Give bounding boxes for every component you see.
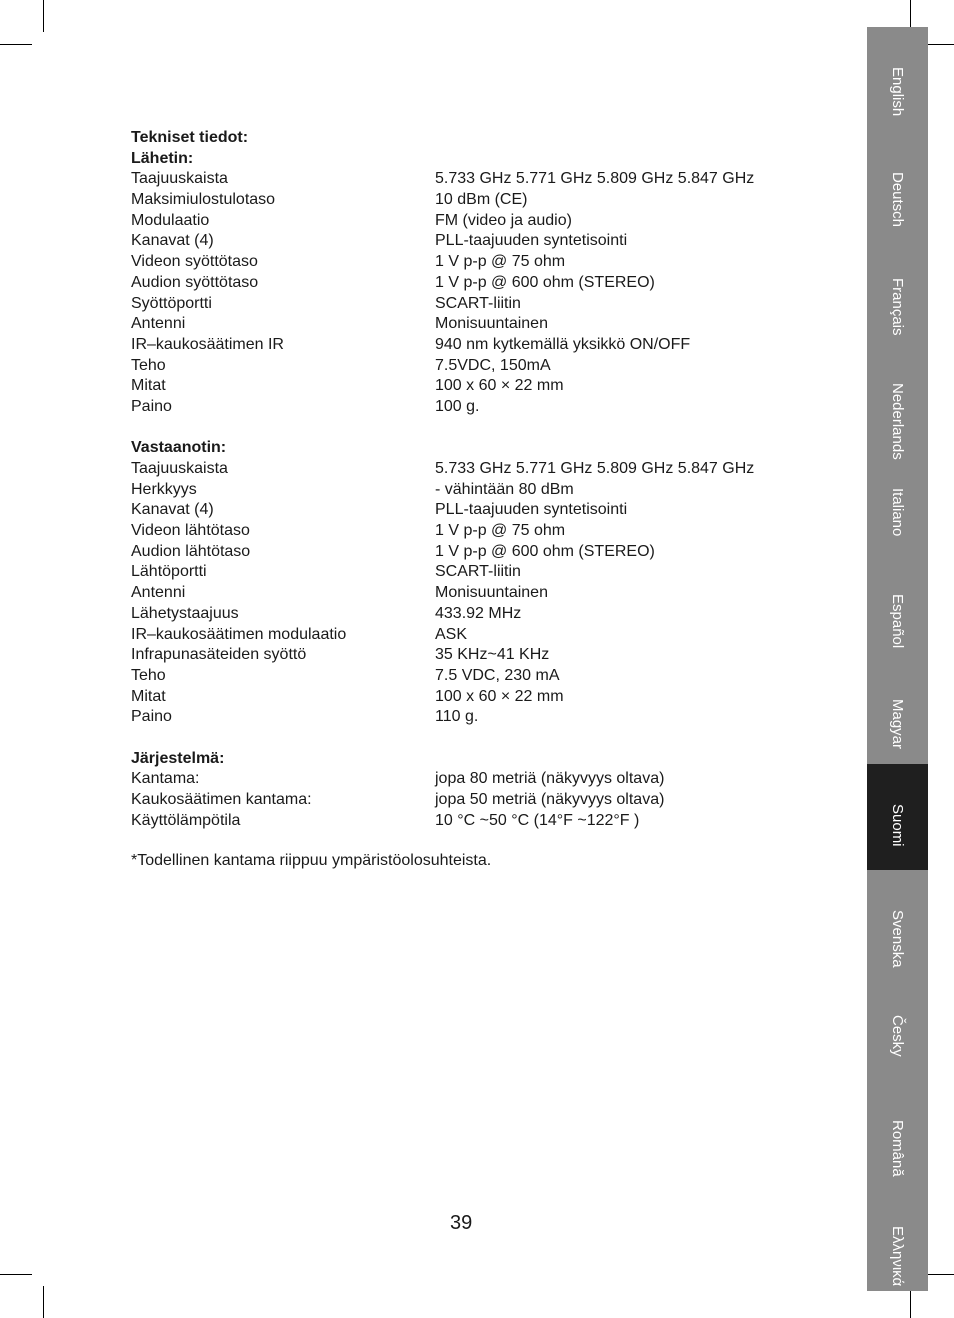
language-tab-suomi[interactable]: [867, 764, 928, 869]
spec-value: jopa 80 metriä (näkyvyys oltava): [435, 770, 665, 788]
spec-value: FM (video ja audio): [435, 211, 572, 229]
spec-label: Taajuuskaista: [131, 170, 228, 188]
spec-value: Monisuuntainen: [435, 584, 548, 602]
spec-row: [131, 294, 831, 315]
spec-row: [131, 231, 831, 252]
footnote: *Todellinen kantama riippuu ympäristöolosuhteista.: [131, 852, 492, 869]
spec-label: Kaukosäätimen kantama:: [131, 791, 312, 808]
spec-row: [131, 521, 831, 542]
spec-row: [131, 666, 831, 687]
spec-value: 100 x 60 × 22 mm: [435, 377, 564, 395]
spec-value: PLL-taajuuden syntetisointi: [435, 232, 628, 250]
spec-row: [131, 500, 831, 521]
crop-mark: [43, 0, 44, 32]
spec-label: IR–kaukosäätimen modulaatio: [131, 625, 347, 643]
spec-row: [131, 252, 831, 273]
spec-row: [131, 314, 831, 335]
spec-label: Teho: [131, 666, 166, 684]
spec-label: Kanavat (4): [131, 232, 214, 250]
crop-mark: [43, 1286, 44, 1318]
spec-value: 1 V p-p @ 600 ohm (STEREO): [435, 273, 655, 291]
page-number: 39: [450, 1212, 473, 1234]
language-tab-español[interactable]: [867, 554, 928, 659]
spec-row: [131, 562, 831, 583]
spec-row: [131, 811, 831, 832]
spec-value: PLL-taajuuden syntetisointi: [435, 501, 628, 519]
language-tab-label: Italiano: [889, 488, 906, 537]
spec-value: SCART-liitin: [435, 563, 521, 581]
spec-value: 433.92 MHz: [435, 604, 522, 622]
spec-label: Kanavat (4): [131, 501, 214, 519]
spec-value: 940 nm kytkemällä yksikkö ON/OFF: [435, 335, 691, 353]
spec-label: Käyttölämpötila: [131, 811, 241, 829]
spec-value: 5.733 GHz 5.771 GHz 5.809 GHz 5.847 GHz: [435, 460, 755, 477]
spec-label: Modulaatio: [131, 211, 210, 229]
spec-label: IR–kaukosäätimen IR: [131, 335, 284, 353]
language-tab-svenska[interactable]: [867, 870, 928, 975]
system-heading: Järjestelmä:: [131, 749, 225, 767]
spec-row: [131, 273, 831, 294]
language-tab-français[interactable]: [867, 238, 928, 343]
spec-label: Lähetystaajuus: [131, 604, 239, 622]
spec-value: ASK: [435, 625, 468, 643]
language-tab-strip: [867, 27, 928, 1291]
language-tab-label: Ελληνικά: [889, 1225, 906, 1286]
spec-label: Videon lähtötaso: [131, 522, 250, 540]
language-tab-magyar[interactable]: [867, 659, 928, 764]
spec-label: Infrapunasäteiden syöttö: [131, 646, 307, 664]
spec-value: 110 g.: [435, 708, 479, 726]
language-tab-label: Français: [889, 277, 906, 336]
spec-value: SCART-liitin: [435, 294, 521, 312]
system-spec-list: [131, 769, 831, 831]
spec-row: [131, 687, 831, 708]
spec-row: [131, 542, 831, 563]
spec-label: Antenni: [131, 584, 186, 602]
spec-value: 5.733 GHz 5.771 GHz 5.809 GHz 5.847 GHz: [435, 170, 755, 188]
spec-row: [131, 769, 831, 790]
spec-row: [131, 169, 831, 190]
spec-sheet: [131, 128, 831, 831]
spec-row: [131, 625, 831, 646]
spec-label: Audion lähtötaso: [131, 542, 251, 560]
spec-row: [131, 790, 831, 811]
spec-value: 35 KHz~41 KHz: [435, 646, 550, 664]
transmitter-spec-list: [131, 169, 831, 417]
spec-value: 100 g.: [435, 397, 480, 415]
spec-row: [131, 397, 831, 418]
language-tab-label: Español: [889, 593, 906, 648]
spec-row: [131, 480, 831, 501]
spec-label: Audion syöttötaso: [131, 273, 259, 291]
spec-label: Antenni: [131, 315, 186, 333]
spec-label: Mitat: [131, 377, 166, 395]
language-tab-label: Română: [889, 1120, 906, 1178]
transmitter-heading: Lähetin:: [131, 149, 194, 167]
spec-value: 100 x 60 × 22 mm: [435, 687, 564, 705]
spacer: [131, 418, 831, 439]
receiver-heading: Vastaanotin:: [131, 439, 227, 457]
spec-value: 1 V p-p @ 75 ohm: [435, 253, 566, 271]
language-tab-label: Svenska: [889, 909, 906, 968]
spec-label: Paino: [131, 397, 172, 415]
spec-label: Herkkyys: [131, 480, 197, 498]
spec-row: [131, 376, 831, 397]
spec-row: [131, 645, 831, 666]
spec-value: 1 V p-p @ 600 ohm (STEREO): [435, 542, 655, 560]
spec-value: jopa 50 metriä (näkyvyys oltava): [435, 791, 665, 808]
spacer: [131, 728, 831, 749]
spec-label: Paino: [131, 708, 172, 726]
crop-mark: [0, 1274, 32, 1275]
language-tab-italiano[interactable]: [867, 448, 928, 553]
crop-mark: [0, 44, 32, 45]
language-tab-label: English: [889, 67, 906, 117]
spec-label: Lähtöportti: [131, 563, 207, 581]
spec-label: Videon syöttötaso: [131, 253, 258, 271]
spec-label: Taajuuskaista: [131, 460, 228, 477]
spec-value: 7.5 VDC, 230 mA: [435, 666, 560, 684]
spec-row: [131, 356, 831, 377]
language-tab-label: Suomi: [889, 804, 906, 847]
language-tab-english[interactable]: [867, 27, 928, 132]
spec-row: [131, 211, 831, 232]
language-tab-label: Nederlands: [889, 383, 906, 460]
spec-title: Tekniset tiedot:: [131, 129, 249, 146]
language-tab-deutsch[interactable]: [867, 132, 928, 237]
spec-label: Syöttöportti: [131, 294, 212, 312]
spec-row: [131, 335, 831, 356]
spec-label: Teho: [131, 356, 166, 374]
spec-value: 7.5VDC, 150mA: [435, 356, 551, 374]
language-tab-română[interactable]: [867, 1080, 928, 1185]
spec-value: - vähintään 80 dBm: [435, 480, 574, 498]
spec-label: Kantama:: [131, 770, 200, 788]
language-tab-ελληνικά[interactable]: [867, 1186, 928, 1291]
language-tab-label: Česky: [889, 1015, 906, 1057]
spec-value: 10 dBm (CE): [435, 191, 528, 209]
spec-row: [131, 190, 831, 211]
spec-value: 10 °C ~50 °C (14°F ~122°F ): [435, 811, 640, 829]
language-tab-nederlands[interactable]: [867, 343, 928, 460]
language-tab-label: Deutsch: [889, 172, 906, 228]
language-tab-label: Magyar: [889, 699, 906, 750]
receiver-spec-list: [131, 459, 831, 728]
spec-row: [131, 707, 831, 728]
spec-value: Monisuuntainen: [435, 315, 548, 333]
spec-row: [131, 604, 831, 625]
spec-row: [131, 583, 831, 604]
spec-row: [131, 459, 831, 480]
language-tab-česky[interactable]: [867, 975, 928, 1080]
spec-label: Mitat: [131, 687, 166, 705]
spec-value: 1 V p-p @ 75 ohm: [435, 522, 566, 540]
spec-label: Maksimiulostulotaso: [131, 191, 276, 209]
